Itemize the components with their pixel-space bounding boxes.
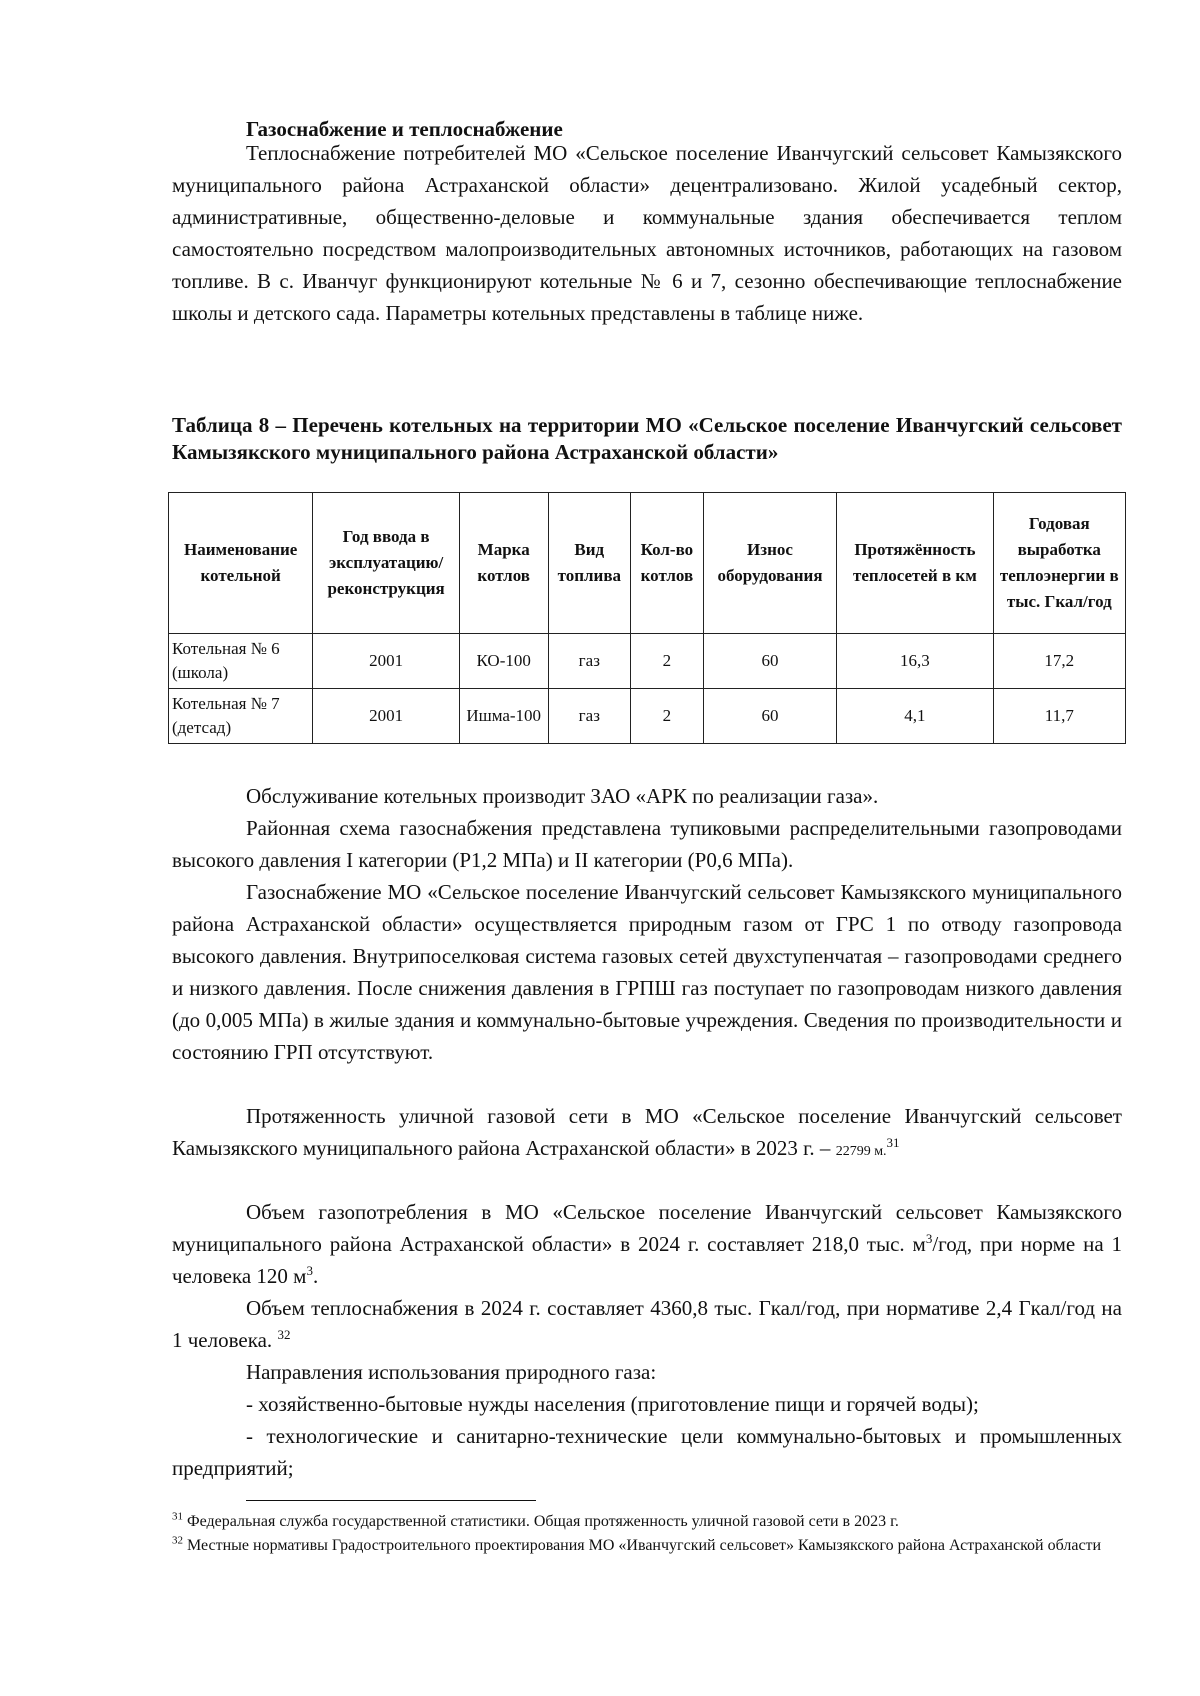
header-brand: Марка котлов <box>459 493 548 634</box>
heat-paragraph <box>172 1292 1122 1356</box>
volume-sup-1: 3 <box>925 1231 933 1246</box>
section-heading: Газоснабжение и теплоснабжение <box>246 117 563 141</box>
cell-output: 11,7 <box>993 689 1125 744</box>
boilers-table <box>168 492 1126 744</box>
footnote-number: 32 <box>172 1534 183 1547</box>
cell-count: 2 <box>631 689 704 744</box>
table-caption: Таблица 8 – Перечень котельных на территории МО «Сельское поселение Иванчугский сельсовет Камызякского муниципального района Астраханской области» <box>172 413 1122 464</box>
cell-name: Котельная № 7 (детсад) <box>169 689 313 744</box>
cell-brand: Ишма-100 <box>459 689 548 744</box>
header-fuel: Вид топлива <box>548 493 630 634</box>
length-text: Протяженность уличной газовой сети в МО «Сельское поселение Иванчугский сельсовет Камызякского муниципального района Астраханской области» в 2023 г. – <box>172 1104 1122 1160</box>
length-paragraph <box>172 1100 1122 1168</box>
header-wear: Износ оборудования <box>703 493 837 634</box>
cell-name: Котельная № 6 (школа) <box>169 634 313 689</box>
footnote-ref-32: 32 <box>277 1327 291 1342</box>
cell-wear: 60 <box>703 634 837 689</box>
footnote-31 <box>172 1510 1122 1534</box>
table-header-row <box>169 493 1126 634</box>
service-paragraph: Обслуживание котельных производит ЗАО «АРК по реализации газа». <box>246 784 879 808</box>
heat-text: Объем теплоснабжения в 2024 г. составляет 4360,8 тыс. Гкал/год, при нормативе 2,4 Гкал/год на 1 человека. <box>172 1296 1122 1352</box>
footnote-number: 31 <box>172 1510 183 1523</box>
intro-paragraph: Теплоснабжение потребителей МО «Сельское поселение Иванчугский сельсовет Камызякского муниципального района Астраханской области» децентрализовано. Жилой усадебный сектор, административные, общественно-деловые и коммунальные здания обеспечивается теплом самостоятельно посредством малопроизводительных автономных источников, работающих на газовом топливе. В с. Иванчуг функционируют котельные № 6 и 7, сезонно обеспечивающие теплоснабжение школы и детского сада. Параметры котельных представлены в таблице ниже. <box>172 141 1122 325</box>
volume-text-b: /год, при норме на 1 человека 120 м <box>172 1232 1122 1288</box>
footnotes <box>172 1510 1122 1558</box>
cell-fuel: газ <box>548 689 630 744</box>
cell-length: 4,1 <box>837 689 993 744</box>
cell-output: 17,2 <box>993 634 1125 689</box>
cell-length: 16,3 <box>837 634 993 689</box>
header-length: Протяжённость теплосетей в км <box>837 493 993 634</box>
footnote-text: Федеральная служба государственной статистики. Общая протяженность уличной газовой сети в 2023 г. <box>187 1513 899 1530</box>
supply-paragraph: Газоснабжение МО «Сельское поселение Иванчугский сельсовет Камызякского муниципального района Астраханской области» осуществляется природным газом от ГРС 1 по отводу газопровода высокого давления. Внутрипоселковая система газовых сетей двухступенчатая – газопроводами среднего и низкого давления. После снижения давления в ГРПШ газ поступает по газопроводам низкого давления (до 0,005 МПа) в жилые здания и коммунально-бытовые учреждения. Сведения по производительности и состоянию ГРП отсутствуют. <box>172 880 1122 1064</box>
volume-paragraph <box>172 1196 1122 1292</box>
cell-wear: 60 <box>703 689 837 744</box>
footnote-divider <box>246 1500 536 1501</box>
volume-text-c: . <box>312 1264 319 1288</box>
header-output: Годовая выработка теплоэнергии в тыс. Гкал/год <box>993 493 1125 634</box>
footnote-32 <box>172 1534 1122 1558</box>
volume-sup-2: 3 <box>306 1263 313 1278</box>
cell-brand: КО-100 <box>459 634 548 689</box>
direction-item-2: - технологические и санитарно-технические цели коммунально-бытовых и промышленных предприятий; <box>172 1424 1122 1480</box>
scheme-paragraph: Районная схема газоснабжения представлена тупиковыми распределительными газопроводами высокого давления I категории (Р1,2 МПа) и II категории (Р0,6 МПа). <box>172 816 1122 872</box>
direction-item-1: - хозяйственно-бытовые нужды населения (приготовление пищи и горячей воды); <box>246 1392 979 1416</box>
table-row <box>169 634 1126 689</box>
cell-year: 2001 <box>313 634 460 689</box>
footnote-ref-31: 31 <box>886 1135 900 1150</box>
directions-paragraph: Направления использования природного газа: <box>246 1360 657 1384</box>
header-name: Наименование котельной <box>169 493 313 634</box>
footnote-text: Местные нормативы Градостроительного проектирования МО «Иванчугский сельсовет» Камызякского района Астраханской области <box>187 1537 1102 1554</box>
cell-count: 2 <box>631 634 704 689</box>
header-year: Год ввода в эксплуатацию/ реконструкция <box>313 493 460 634</box>
volume-text-a: Объем газопотребления в МО «Сельское поселение Иванчугский сельсовет Камызякского муниципального района Астраханской области» в 2024 г. составляет 218,0 тыс. м <box>172 1200 1122 1256</box>
table-row <box>169 689 1126 744</box>
cell-fuel: газ <box>548 634 630 689</box>
length-value: 22799 м. <box>835 1144 887 1159</box>
cell-year: 2001 <box>313 689 460 744</box>
header-count: Кол-во котлов <box>631 493 704 634</box>
